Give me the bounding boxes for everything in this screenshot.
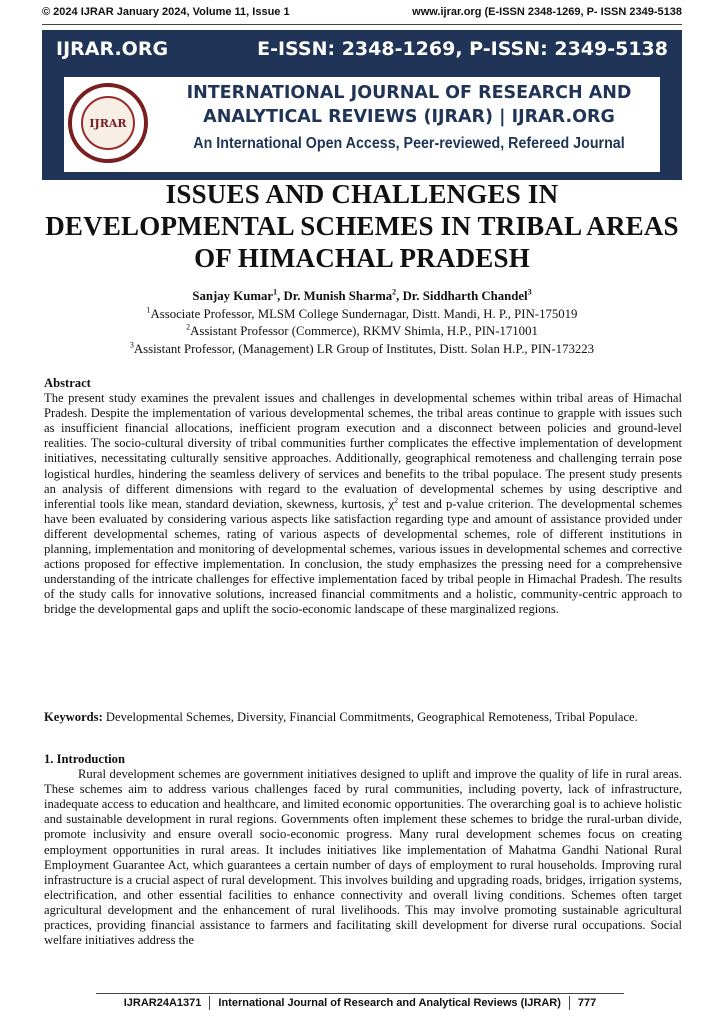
abstract-text-part2: test and p-value criterion. The developmental schemes have been evaluated by considering various aspects like satisfaction regarding type and amount of assistance provided under different developmental schemes, rating of various aspects of developmental schemes, role of different institutions in planning, implementation and monitoring of developmental schemes, various issues in developmental schemes and corrective actions proposed for effective implementation. In conclusion, the study emphasizes the pressing need for a comprehensive understanding of the intricate challenges for effective implementation faced by tribal people in Himachal Pradesh. The results of the study calls for innovative solutions, increased financial commitments and a holistic, community-centric approach to bridge the developmental gaps and uplift the socio-economic landscape of these marginalized regions. — [44, 496, 683, 617]
abstract-text — [44, 391, 682, 617]
author-names: Sanjay Kumar$^1$, Dr. Munish Sharma$^2$, Dr. Siddharth Chandel$^3$ — [192, 287, 532, 303]
page-footer — [96, 993, 624, 1012]
affiliation — [40, 306, 684, 324]
footer-divider — [209, 996, 210, 1010]
journal-title: INTERNATIONAL JOURNAL OF RESEARCH AND ANALYTICAL REVIEWS (IJRAR) | IJRAR.ORG — [186, 83, 632, 127]
affiliation — [40, 341, 684, 359]
introduction-section — [44, 752, 682, 948]
paper-title: ISSUES AND CHALLENGES IN DEVELOPMENTAL SCHEMES IN TRIBAL AREAS OF HIMACHAL PRADESH — [45, 179, 679, 273]
chi-square-sup: 2 — [394, 495, 399, 505]
introduction-text: Rural development schemes are government initiatives designed to uplift and improve the quality of life in rural areas. These schemes aim to address various challenges faced by rural communities, including poverty, lack of infrastructure, inadequate access to education and healthcare, and limited economic opportunities. The overarching goal is to achieve holistic and sustainable development in rural regions. Governments often implement these schemes to bridge the rural-urban divide, promote inclusivity and ensure overall socio-economic progress. Many rural development schemes focus on creating employment opportunities in rural areas. It includes initiatives like implementation of Mahatma Gandhi National Rural Employment Guarantee Act, which guarantees a certain number of days of employment to rural households. Improving rural infrastructure is a crucial aspect of rural development. This involves building and upgrading roads, bridges, irrigation systems, electrification, and other essential facilities to enhance connectivity and overall living conditions. Schemes often target agricultural development and the enhancement of rural livelihoods. This may involve promoting sustainable agricultural practices, providing financial assistance to farmers and facilitating skill development for diverse rural occupations. Social welfare initiatives address the — [44, 767, 682, 948]
header-issn-info: www.ijrar.org (E-ISSN 2348-1269, P- ISSN 2349-5138 — [412, 6, 682, 18]
introduction-heading: 1. Introduction — [44, 752, 125, 766]
affiliation — [40, 323, 684, 341]
banner-title-box — [64, 77, 660, 172]
banner-site: IJRAR.ORG — [56, 38, 169, 60]
journal-banner — [42, 30, 682, 180]
author-block — [40, 288, 684, 358]
affiliation-text: Assistant Professor (Commerce), RKMV Shimla, H.P., PIN-171001 — [190, 324, 538, 338]
keywords-text: Developmental Schemes, Diversity, Financial Commitments, Geographical Remoteness, Tribal Populace. — [102, 710, 638, 724]
author-sup: 1 — [273, 287, 278, 297]
author-name: Dr. Munish Sharma — [283, 289, 393, 303]
affiliation-text: Associate Professor, MLSM College Sundernagar, Distt. Mandi, H. P., PIN-175019 — [150, 306, 578, 321]
running-header — [42, 6, 682, 25]
journal-logo-icon — [68, 83, 148, 163]
affiliation-sup: 2 — [186, 322, 191, 332]
affiliation-sup: 3 — [129, 340, 134, 350]
abstract-text-part1: The present study examines the prevalent issues and challenges in developmental schemes within tribal areas of Himachal Pradesh. Despite the implementation of various developmental schemes, the tribal areas continue to grapple with issues such as insufficient financial allocations, inefficient program execution and a disconnect between policies and ground-level realities. The socio-cultural diversity of tribal communities further complicates the effective implementation of development initiatives, necessitating culturally sensitive approaches. Additionally, geographical remoteness and challenging terrain pose logistical hurdles, hindering the seamless delivery of services and benefits to the tribal populace. The present study presents an analysis of different dimensions with regard to the evaluation of developmental schemes by using descriptive and inferential tools like mean, standard deviation, skewness, kurtosis, χ — [44, 391, 682, 511]
keywords-label: Keywords: — [44, 710, 103, 724]
affiliation-sup: 1 — [146, 305, 151, 315]
footer-journal: International Journal of Research and Analytical Reviews (IJRAR) — [218, 997, 561, 1009]
abstract-section — [44, 376, 682, 618]
footer-divider — [569, 996, 570, 1010]
footer-paper-id: IJRAR24A1371 — [123, 997, 202, 1009]
author-name: Dr. Siddharth Chandel — [402, 289, 528, 303]
header-issue-info: © 2024 IJRAR January 2024, Volume 11, Issue 1 — [42, 6, 290, 18]
author-sup: 3 — [527, 287, 532, 297]
author-name: Sanjay Kumar — [192, 289, 274, 303]
footer-page-number: 777 — [577, 997, 597, 1009]
affiliation-text: Assistant Professor, (Management) LR Group of Institutes, Distt. Solan H.P., PIN-173223 — [133, 341, 595, 356]
logo-text: IJRAR — [81, 96, 135, 150]
author-sup: 2 — [392, 287, 397, 297]
journal-subtitle: An International Open Access, Peer-reviewed, Refereed Journal — [193, 135, 625, 152]
abstract-heading: Abstract — [44, 376, 91, 390]
banner-top-row — [56, 36, 668, 62]
banner-issn: E-ISSN: 2348-1269, P-ISSN: 2349-5138 — [257, 38, 668, 60]
keywords-section — [44, 710, 682, 725]
